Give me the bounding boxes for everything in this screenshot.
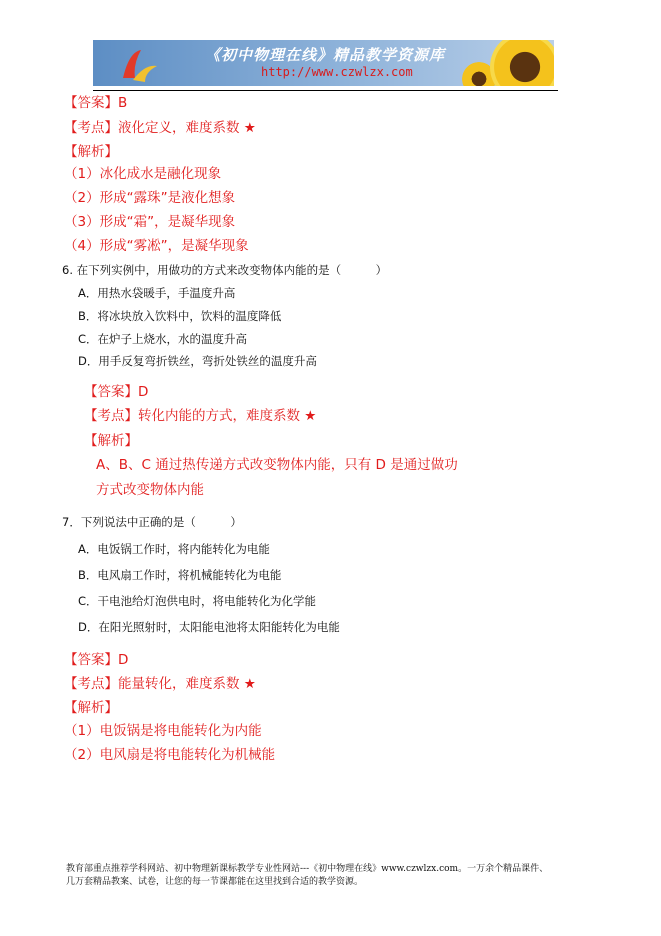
analysis-label: 【解析】 [84,433,138,449]
option-c: C．干电池给灯泡供电时，将电能转化为化学能 [78,594,317,608]
analysis-line: （1）电饭锅是将电能转化为内能 [64,723,262,739]
site-logo-icon [115,44,159,84]
analysis-label: 【解析】 [64,700,118,716]
header-divider [93,90,558,91]
topic-text: 【考点】转化内能的方式，难度系数 [84,408,305,424]
analysis-line: A、B、C 通过热传递方式改变物体内能，只有 D 是通过做功 [96,457,458,473]
analysis-label: 【解析】 [64,144,118,160]
header-banner [93,40,554,86]
banner-title: 《初中物理在线》精品教学资源库 [205,46,446,64]
star-icon: ★ [243,120,256,136]
answer-label: 【答案】B [64,95,128,111]
footer-note [66,863,626,889]
option-c: C．在炉子上烧水，水的温度升高 [78,332,248,346]
analysis-line: （3）形成“霜”，是凝华现象 [64,214,236,230]
sunflower-image [490,40,554,86]
option-d: D．用手反复弯折铁丝，弯折处铁丝的温度升高 [78,354,317,368]
option-d: D．在阳光照射时，太阳能电池将太阳能转化为电能 [78,620,340,634]
banner-url[interactable]: http://www.czwlzx.com [261,65,413,79]
question-stem: 6. 在下列实例中，用做功的方式来改变物体内能的是（ ） [62,263,388,277]
analysis-line: （2）电风扇是将电能转化为机械能 [64,747,276,763]
footer-line: 几万套精品教案、试卷，让您的每一节课都能在这里找到合适的教学资源。 [66,877,364,887]
option-b: B．电风扇工作时，将机械能转化为电能 [78,568,282,582]
analysis-line: （1）冰化成水是融化现象 [64,166,222,182]
option-a: A．电饭锅工作时，将内能转化为电能 [78,542,270,556]
option-a: A．用热水袋暖手，手温度升高 [78,286,236,300]
question-stem: 7．下列说法中正确的是（ ） [62,515,242,529]
topic-line [84,406,316,426]
option-b: B．将冰块放入饮料中，饮料的温度降低 [78,309,282,323]
star-icon: ★ [243,676,256,692]
topic-text: 【考点】能量转化，难度系数 [64,676,244,692]
analysis-line: （2）形成“露珠”是液化想象 [64,190,236,206]
topic-line [64,118,256,138]
footer-line: 教育部重点推荐学科网站、初中物理新课标教学专业性网站---《初中物理在线》www.czwlzx.com。一万余个精品课件、 [66,864,549,874]
answer-label: 【答案】D [84,384,149,400]
topic-text: 【考点】液化定义，难度系数 [64,120,244,136]
star-icon: ★ [304,408,317,424]
answer-label: 【答案】D [64,652,129,668]
topic-line [64,674,256,694]
analysis-line: 方式改变物体内能 [96,482,204,498]
analysis-line: （4）形成“雾凇”，是凝华现象 [64,238,249,254]
